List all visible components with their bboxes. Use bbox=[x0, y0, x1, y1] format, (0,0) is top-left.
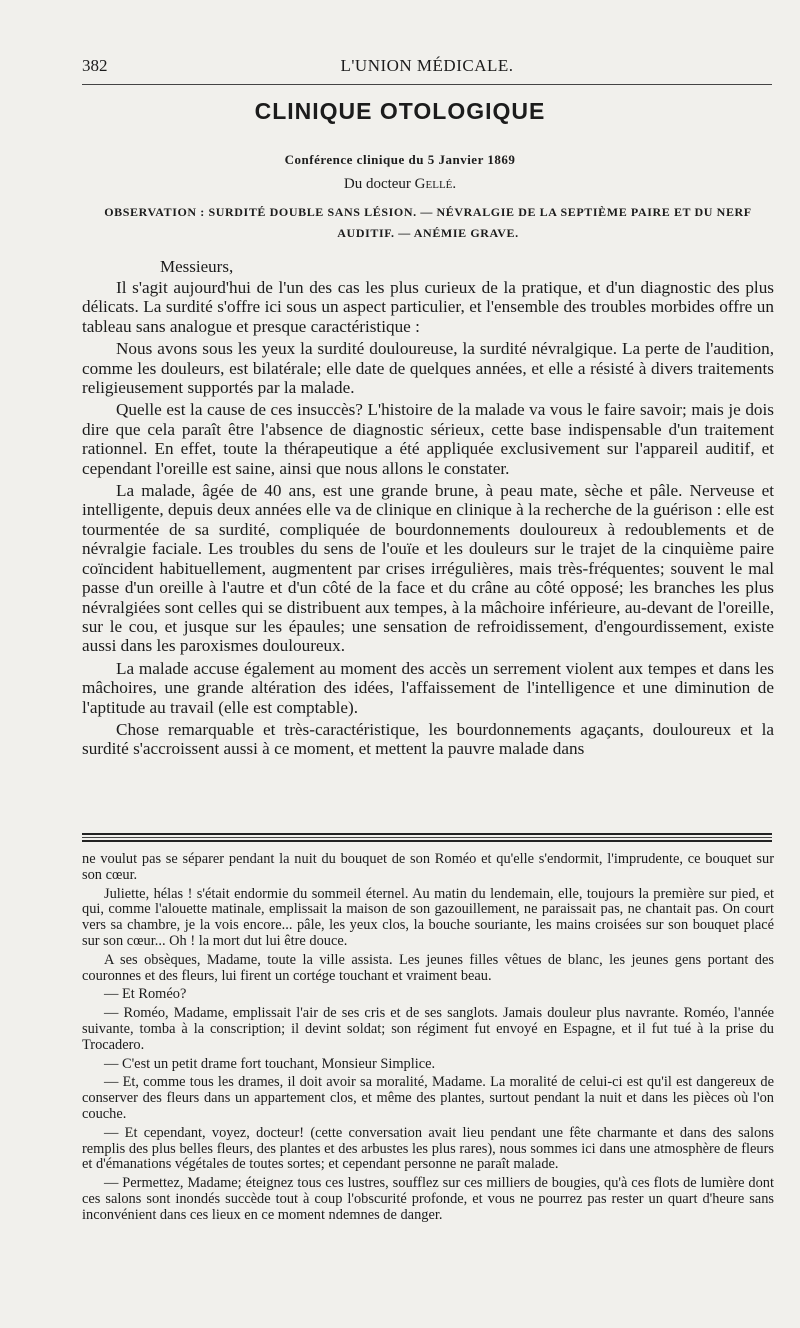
feuilleton-paragraph: — Permettez, Madame; éteignez tous ces lustres, soufflez sur ces milliers de bougies, qu'à ces flots de lumière dont ces salons sont inondés succède tout à coup l'obscurité profonde, et vous ne pourrez pas rester un quart d'heure sans inconvénient dans ces lieux en ce moment ndemnes de danger. bbox=[82, 1175, 774, 1223]
salutation: Messieurs, bbox=[160, 257, 234, 276]
feuilleton-paragraph: — Roméo, Madame, emplissait l'air de ses cris et de ses sanglots. Jamais douleur plus navrante. Roméo, l'année suivante, tomba à la conscription; il devint soldat; son régiment fut envoyé en Espagne, et il fut tué à la prise du Trocadero. bbox=[82, 1005, 774, 1053]
page-number: 382 bbox=[82, 56, 108, 75]
conference-subtitle: Conférence clinique du 5 Janvier 1869 bbox=[284, 152, 516, 167]
page-header bbox=[82, 50, 772, 85]
feuilleton-paragraph: A ses obsèques, Madame, toute la ville assista. Les jeunes filles vêtues de blanc, les jeunes gens portant des couronnes et des fleurs, lui firent un cortége touchant et vraiment beau. bbox=[82, 951, 774, 984]
feuilleton-paragraph: — Et Roméo? bbox=[104, 986, 187, 1003]
article-paragraph: Nous avons sous les yeux la surdité douloureuse, la surdité névralgique. La perte de l'audition, comme les douleurs, est bilatérale; elle date de quelques années, et elle a résisté à divers traitements religieusement supportés par la malade. bbox=[82, 339, 774, 398]
feuilleton-paragraph: — C'est un petit drame fort touchant, Monsieur Simplice. bbox=[104, 1055, 436, 1072]
running-title: L'UNION MÉDICALE. bbox=[340, 56, 514, 75]
article-body bbox=[82, 278, 774, 762]
article-paragraph: Chose remarquable et très-caractéristique, les bourdonnements agaçants, douloureux et la surdité s'accroissent aussi à ce moment, et mettent la pauvre malade dans bbox=[82, 719, 774, 759]
article-paragraph: Il s'agit aujourd'hui de l'un des cas les plus curieux de la pratique, et d'un diagnostic des plus délicats. La surdité s'offre ici sous un aspect particulier, et l'ensemble des troubles morbides offre un tableau sans analogue et presque caractéristique : bbox=[82, 278, 774, 336]
feuilleton-section bbox=[82, 852, 774, 1227]
author-line bbox=[0, 176, 800, 193]
feuilleton-paragraph: Juliette, hélas ! s'était endormie du sommeil éternel. Au matin du lendemain, elle, toujours la première sur pied, et qui, comme l'alouette matinale, emplissait la maison de son gazouillement, ne paraissait pas, ne chantait pas. On court vers sa chambre, je la vois encore... pâle, les yeux clos, la bouche souriante, les mains croisées sur son bouquet placé sur son cœur... Oh ! la mort dut lui être douce. bbox=[82, 885, 774, 949]
observation-heading: OBSERVATION : SURDITÉ DOUBLE SANS LÉSION. — NÉVRALGIE DE LA SEPTIÈME PAIRE ET DU NERF AUDITIF. — ANÉMIE GRAVE. bbox=[104, 205, 752, 240]
article-paragraph: Quelle est la cause de ces insuccès? L'histoire de la malade va vous le faire savoir; mais je dois dire que cela paraît être l'absence de diagnostic sérieux, cette base indispensable d'un traitement rationnel. En effet, toute la thérapeutique a été appliquée exclusivement sur l'appareil auditif, et cependant l'oreille est saine, ainsi que nous allons le constater. bbox=[82, 400, 774, 478]
feuilleton-paragraph: ne voulut pas se séparer pendant la nuit du bouquet de son Roméo et qu'elle s'endormit, l'imprudente, ce bouquet sur son cœur. bbox=[82, 851, 774, 883]
article-title: CLINIQUE OTOLOGIQUE bbox=[254, 98, 546, 124]
feuilleton-divider bbox=[82, 833, 772, 843]
feuilleton-paragraph: — Et cependant, voyez, docteur! (cette conversation avait lieu pendant une fête charmante et dans des salons remplis des plus belles fleurs, des plantes et des arbustes les plus rares), nous sommes ici dans une atmosphère de fleurs et d'émanations végétales de toutes sortes; et cependant personne ne paraît malade. bbox=[82, 1124, 774, 1173]
author-name: Gellé. bbox=[414, 176, 457, 192]
article-paragraph: La malade, âgée de 40 ans, est une grande brune, à peau mate, sèche et pâle. Nerveuse et intelligente, depuis deux années elle va de clinique en clinique à la recherche de la guérison : elle est tourmentée de sa surdité, compliquée de bourdonnements douloureux à redoublements et de névralgie faciale. Les troubles du sens de l'ouïe et les douleurs sur le trajet de la cinquième paire coïncident habituellement, augmentent par crises irrégulières, mais très-fréquentes; souvent le mal passe d'un oreille à l'autre et d'un côté de la face et du crâne au côté opposé; les branches les plus névralgiées sont celles qui se distribuent aux tempes, à la mâchoire inférieure, au-devant de l'oreille, sur le cou, et jusque sur les épaules; une sensation de refroidissement, d'engourdissement, existe aussi dans les paroxismes douloureux. bbox=[82, 481, 774, 656]
feuilleton-paragraph: — Et, comme tous les drames, il doit avoir sa moralité, Madame. La moralité de celui-ci est qu'il est dangereux de conserver des fleurs dans un appartement clos, et même des plantes, surtout pendant la nuit et dans les pièces où l'on couche. bbox=[82, 1074, 774, 1122]
article-paragraph: La malade accuse également au moment des accès un serrement violent aux tempes et dans les mâchoires, une grande altération des idées, l'affaissement de l'intelligence et une diminution de l'aptitude au travail (elle est comptable). bbox=[82, 658, 774, 717]
author-prefix: Du docteur bbox=[343, 176, 415, 192]
